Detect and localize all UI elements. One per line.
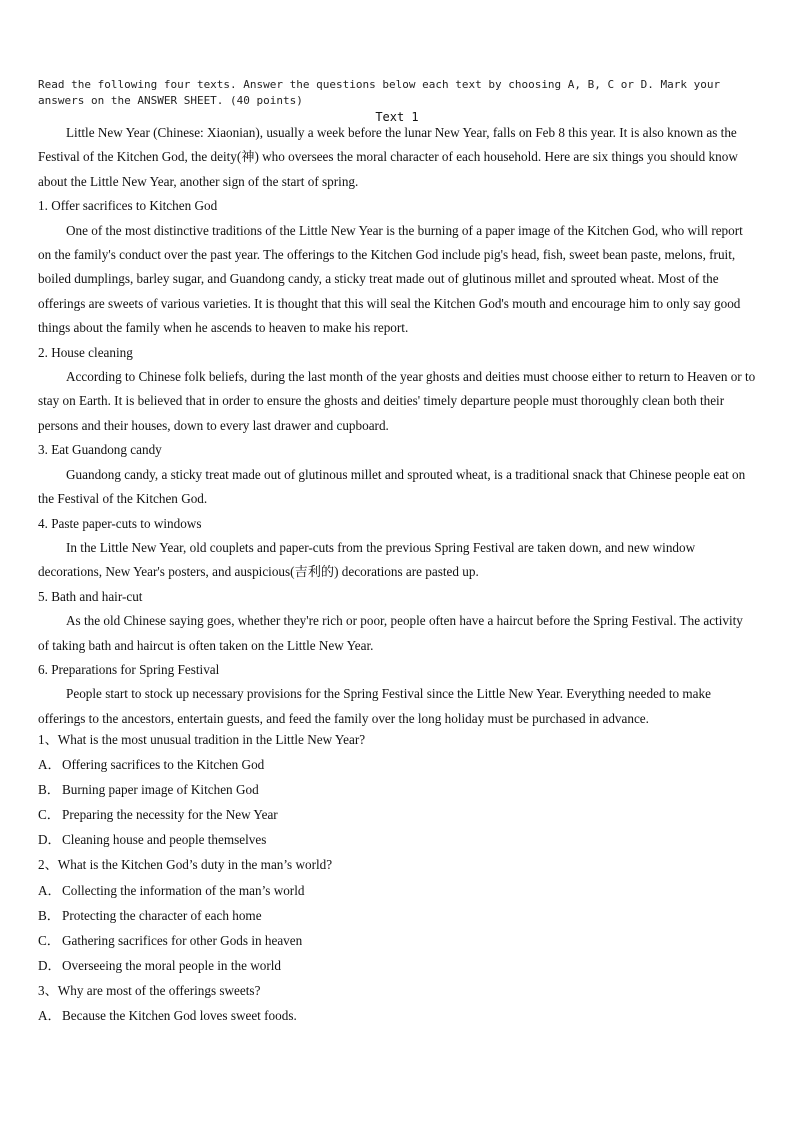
instructions: Read the following four texts. Answer the questions below each text by choosing A, B, C or D. Mark your answers on the ANSWER SHEET. (40 points) — [38, 78, 727, 107]
option-text: Burning paper image of Kitchen God — [62, 782, 259, 798]
section-text: One of the most distinctive traditions of the Little New Year is the burning of a paper image of the Kitchen God, who will report on the family's conduct over the past year. The offerings to the Kitchen God include pig's head, fish, sweet bean paste, melons, fruit, boiled dumplings, barley sugar, and Guandong candy, a sticky treat made out of glutinous millet and sprouted wheat. Most of the offerings are sweets of various varieties. It is thought that this will seal the Kitchen God's mouth and encourage him to only say good things about the family when he ascends to heaven to make his report. — [38, 222, 743, 336]
section-text: As the old Chinese saying goes, whether they're rich or poor, people often have a haircut before the Spring Festival. The activity of taking bath and haircut is often taken on the Little New Year. — [38, 613, 743, 653]
section-heading: 5. Bath and hair-cut — [38, 588, 143, 604]
section-heading: 2. House cleaning — [38, 344, 133, 360]
answer-option[interactable] — [38, 903, 756, 928]
option-letter: A． — [38, 1008, 61, 1024]
section-heading: 1. Offer sacrifices to Kitchen God — [38, 198, 218, 214]
option-letter: C． — [38, 932, 60, 948]
option-letter: A． — [38, 882, 61, 898]
option-text: Gathering sacrifices for other Gods in heaven — [62, 932, 303, 948]
answer-option[interactable] — [38, 953, 756, 978]
option-text: Offering sacrifices to the Kitchen God — [62, 757, 265, 773]
text-title: Text 1 — [375, 110, 419, 124]
question-stem: 2、What is the Kitchen God’s duty in the man’s world? — [38, 857, 333, 873]
option-letter: B． — [38, 907, 60, 923]
option-text: Overseeing the moral people in the world — [62, 957, 281, 973]
option-text: Collecting the information of the man’s world — [62, 882, 305, 898]
section-text: People start to stock up necessary provisions for the Spring Festival since the Little New Year. Everything needed to make offerings to the ancestors, entertain guests, and feed the family over the long holiday must be purchased in advance. — [38, 686, 711, 726]
option-letter: B． — [38, 782, 60, 798]
option-letter: D． — [38, 957, 61, 973]
answer-option[interactable] — [38, 752, 756, 777]
passage-intro: Little New Year (Chinese: Xiaonian), usually a week before the lunar New Year, falls on Feb 8 this year. It is also known as the Festival of the Kitchen God, the deity(神) who oversees the moral character of each household. Here are six things you should know about the Little New Year, another sign of the start of spring. — [38, 125, 738, 189]
answer-option[interactable] — [38, 777, 756, 802]
question-stem: 3、Why are most of the offerings sweets? — [38, 982, 261, 998]
option-text: Because the Kitchen God loves sweet foods. — [62, 1008, 297, 1024]
answer-option[interactable] — [38, 802, 756, 827]
question-stem: 1、What is the most unusual tradition in the Little New Year? — [38, 732, 366, 747]
questions — [38, 727, 756, 1028]
option-text: Cleaning house and people themselves — [62, 832, 267, 848]
answer-option[interactable] — [38, 1003, 756, 1028]
answer-option[interactable] — [38, 928, 756, 953]
option-letter: A． — [38, 757, 61, 773]
option-letter: C． — [38, 807, 60, 823]
option-text: Preparing the necessity for the New Year — [62, 807, 278, 823]
section-heading: 6. Preparations for Spring Festival — [38, 661, 220, 677]
section-text: Guandong candy, a sticky treat made out of glutinous millet and sprouted wheat, is a traditional snack that Chinese people eat on the Festival of the Kitchen God. — [38, 466, 746, 507]
section-heading: 3. Eat Guandong candy — [38, 442, 162, 458]
option-text: Protecting the character of each home — [62, 907, 262, 923]
section-text: In the Little New Year, old couplets and paper-cuts from the previous Spring Festival are taken down, and new window decorations, New Year's posters, and auspicious(吉利的) decorations are pasted up. — [38, 539, 696, 580]
section-text: According to Chinese folk beliefs, during the last month of the year ghosts and deities must choose either to return to Heaven or to stay on Earth. It is believed that in order to ensure the ghosts and deities' timely departure people must thoroughly clean both their persons and their houses, down to every last drawer and cupboard. — [38, 369, 756, 433]
option-letter: D． — [38, 832, 61, 848]
passage — [38, 121, 756, 731]
section-heading: 4. Paste paper-cuts to windows — [38, 515, 202, 531]
answer-option[interactable] — [38, 827, 756, 852]
answer-option[interactable] — [38, 878, 756, 903]
